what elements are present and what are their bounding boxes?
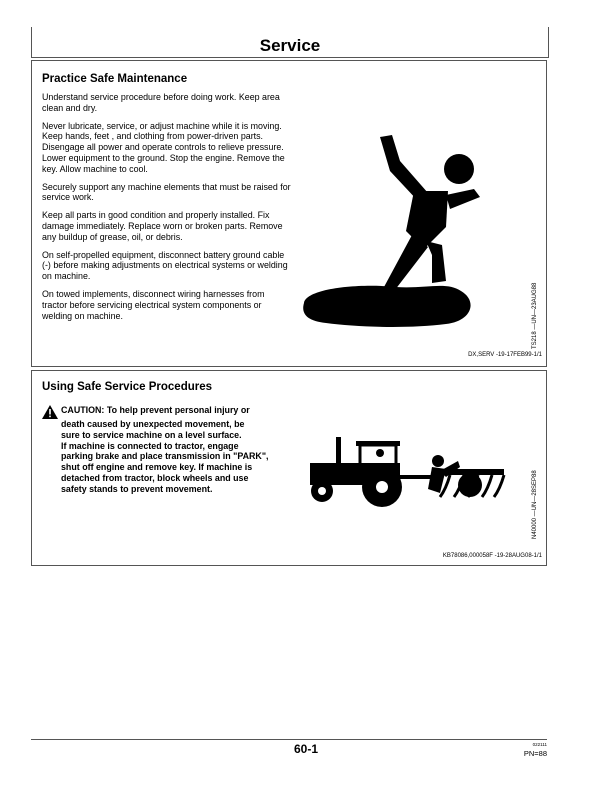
image-code: TS218 —UN—23AUG88: [532, 282, 538, 349]
pn-label: PN=88: [523, 749, 547, 758]
section-ref: KB78086,000058F -19-28AUG08-1/1: [442, 553, 542, 559]
slipping-person-illustration: [296, 131, 496, 331]
paragraph: Never lubricate, service, or adjust machine while it is moving. Keep hands, feet , and clothing from power-driven parts. Disengage all power and operate controls to relieve pressure. Lower equipment to the ground. Stop the engine. Remove the key. Allow machine to cool.: [42, 120, 285, 174]
page-title: Service: [259, 36, 321, 55]
paragraph: Securely support any machine elements that must be raised for service work.: [42, 181, 291, 203]
paragraph: Understand service procedure before doing work. Keep area clean and dry.: [42, 92, 280, 113]
caution-line: sure to service machine on a level surface.: [61, 429, 242, 440]
caution-line: safety stands to prevent movement.: [61, 483, 213, 494]
caution-line: CAUTION: To help prevent personal injury or: [61, 405, 250, 415]
image-code: N40000 —UN—28SEP88: [532, 470, 538, 539]
caution-line: If machine is connected to tractor, engage: [61, 440, 239, 451]
header-box: [31, 27, 549, 58]
section-body: [42, 92, 292, 328]
section-ref: DX,SERV -19-17FEB99-1/1: [468, 352, 542, 358]
footer-divider: [31, 739, 547, 740]
page-number: 60-1: [293, 742, 319, 756]
paragraph: Keep all parts in good condition and properly installed. Fix damage immediately. Replace worn or broken parts. Remove any buildup of grease, oil, or debris.: [42, 210, 283, 242]
section-title: Using Safe Service Procedures: [42, 381, 213, 393]
date-code: 022111: [532, 742, 547, 747]
caution-line: parking brake and place transmission in "PARK",: [61, 451, 269, 462]
caution-line: detached from tractor, block wheels and use: [61, 472, 249, 483]
caution-line: shut off engine and remove key. If machine is: [61, 462, 253, 473]
paragraph: On self-propelled equipment, disconnect battery ground cable (-) before making adjustments on electrical systems or welding on machine.: [42, 249, 288, 282]
section-title: Practice Safe Maintenance: [42, 73, 188, 85]
caution-line: death caused by unexpected movement, be: [61, 419, 245, 429]
warning-triangle-icon: [42, 405, 58, 419]
section-practice-safe-maintenance: [31, 60, 547, 367]
tractor-implement-illustration: [300, 431, 510, 511]
caution-block: [42, 405, 290, 495]
paragraph: On towed implements, disconnect wiring harnesses from tractor before servicing electrical system components or welding on machine.: [42, 288, 265, 321]
section-using-safe-service-procedures: [31, 370, 547, 566]
